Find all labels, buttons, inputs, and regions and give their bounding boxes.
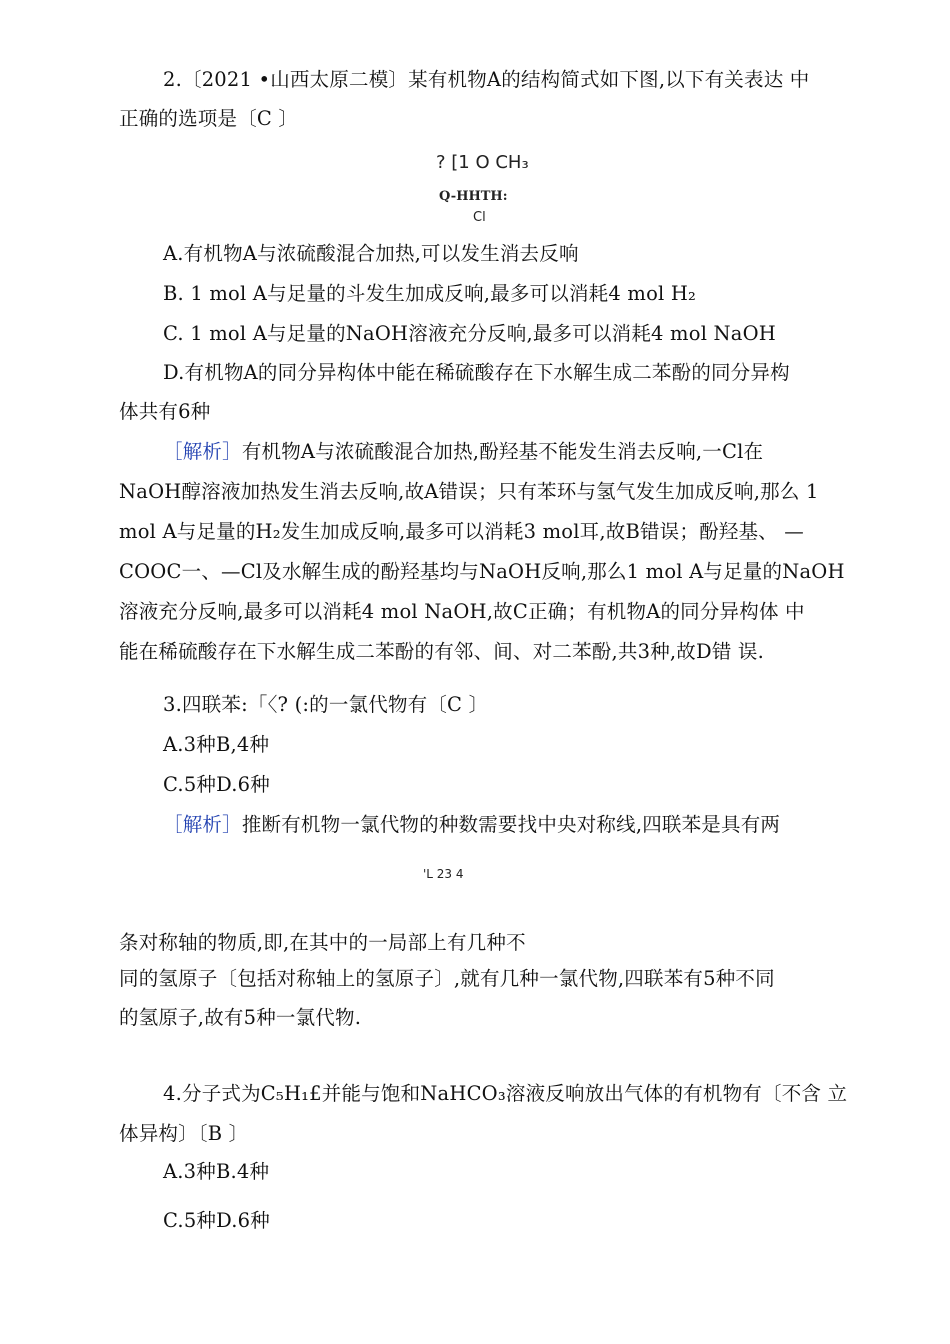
- q3-stem: 3.四联苯:「〈? (:的一氯代物有〔C 〕: [163, 693, 489, 716]
- q3-analysis-line4: 的氢原子,故有5种一氯代物.: [119, 1006, 362, 1029]
- q3-analysis-line2: 条对称轴的物质,即,在其中的一局部上有几种不: [119, 931, 526, 954]
- q3-figure-label: 'L 23 4: [423, 867, 464, 881]
- q2-stem-line1: 2.〔2021 •山西太原二模〕某有机物A的结构简式如下图,以下有关表达 中: [163, 68, 810, 91]
- q3-options-cd: C.5种D.6种: [163, 773, 270, 796]
- q2-option-c: C. 1 mol A与足量的NaOH溶液充分反响,最多可以消耗4 mol NaOH: [163, 322, 777, 345]
- q3-analysis-line3: 同的氢原子〔包括对称轴上的氢原子〕,就有几种一氯代物,四联苯有5种不同: [119, 967, 775, 990]
- q2-option-b: B. 1 mol A与足量的斗发生加成反响,最多可以消耗4 mol H₂: [163, 282, 697, 305]
- q4-stem-line1: 4.分子式为C₅H₁£并能与饱和NaHCO₃溶液反响放出气体的有机物有〔不含 立: [163, 1082, 848, 1105]
- q3-analysis-text1: 推断有机物一氯代物的种数需要找中央对称线,四联苯是具有两: [241, 813, 781, 836]
- q2-analysis-line4: COOC一、—Cl及水解生成的酚羟基均与NaOH反响,那么1 mol A与足量的NaOH: [119, 560, 845, 583]
- q2-analysis-tag: ［解析］: [163, 440, 242, 463]
- q2-analysis-line2: NaOH醇溶液加热发生消去反响,故A错误；只有苯环与氢气发生加成反响,那么 1: [119, 480, 819, 503]
- q2-figure-top: ? [1 O CH₃: [436, 152, 529, 173]
- q2-analysis-text1: 有机物A与浓硫酸混合加热,酚羟基不能发生消去反响,一Cl在: [241, 440, 764, 463]
- q2-option-d-line1: D.有机物A的同分异构体中能在稀硫酸存在下水解生成二苯酚的同分异构: [163, 361, 790, 384]
- q2-analysis-line3: mol A与足量的H₂发生加成反响,最多可以消耗3 mol耳,故B错误；酚羟基、 —: [119, 520, 804, 543]
- q2-analysis-line1: [163, 438, 763, 466]
- q3-analysis-tag: ［解析］: [163, 813, 242, 836]
- q3-analysis-line1: [163, 811, 780, 839]
- q2-option-d-line2: 体共有6种: [119, 400, 211, 423]
- q4-options-cd: C.5种D.6种: [163, 1209, 270, 1232]
- q4-stem-line2: 体异构〕〔B 〕: [119, 1122, 249, 1145]
- q2-stem-line2: 正确的选项是〔C 〕: [119, 107, 299, 130]
- q3-options-ab: A.3种B,4种: [163, 733, 270, 756]
- q2-option-a: A.有机物A与浓硫酸混合加热,可以发生消去反响: [163, 242, 579, 265]
- q2-analysis-line5: 溶液充分反响,最多可以消耗4 mol NaOH,故C正确；有机物A的同分异构体 中: [119, 600, 805, 623]
- q2-analysis-line6: 能在稀硫酸存在下水解生成二苯酚的有邻、间、对二苯酚,共3种,故D错 误.: [119, 640, 765, 663]
- q4-options-ab: A.3种B.4种: [163, 1160, 270, 1183]
- q2-figure-middle: Q-HHTH:: [439, 189, 508, 204]
- q2-figure-bottom: Cl: [473, 210, 486, 225]
